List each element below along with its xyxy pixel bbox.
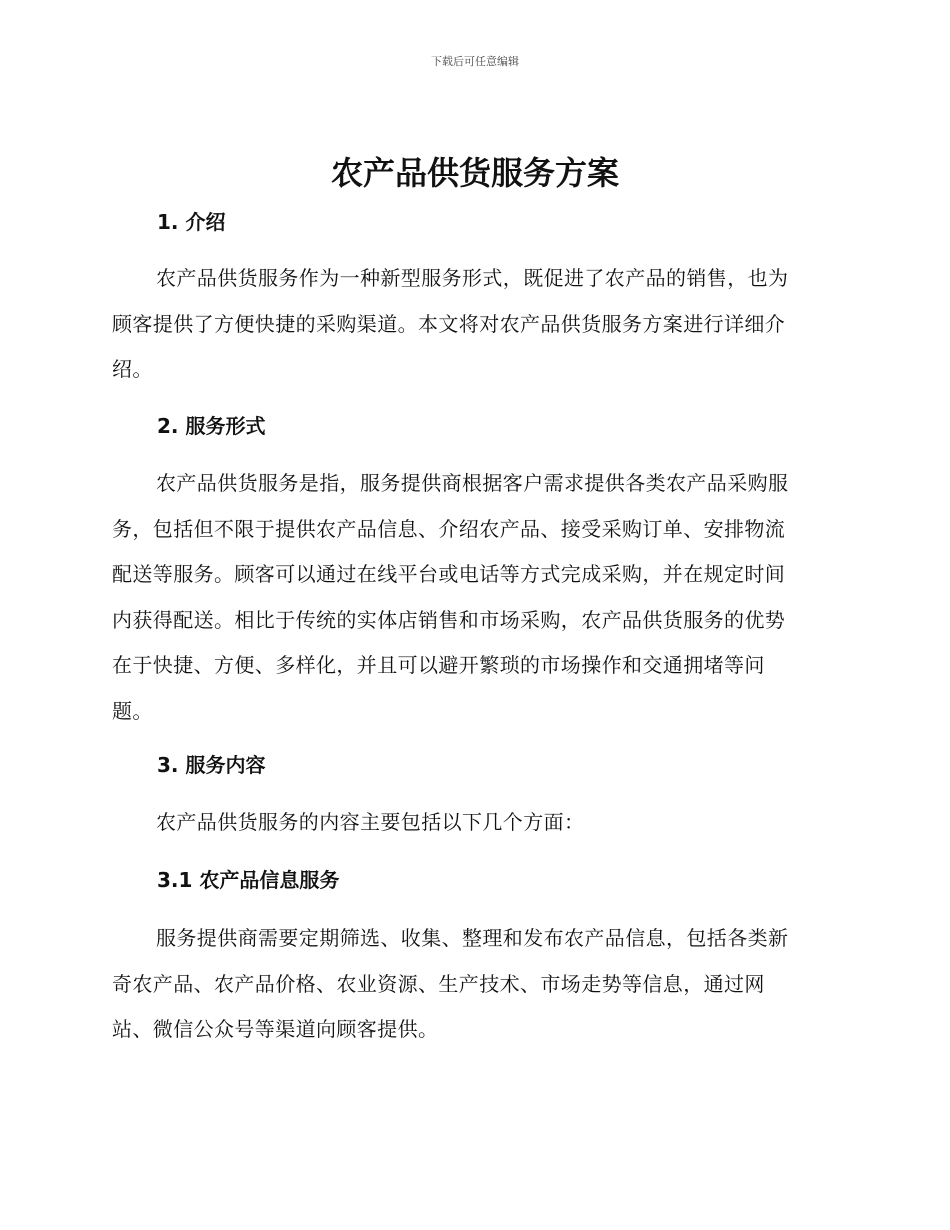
section-paragraph-service-content: [112, 800, 832, 846]
header-note: 下载后可任意编辑: [431, 55, 519, 68]
paragraph-line: 农产品供货服务的内容主要包括以下几个方面：: [156, 810, 585, 834]
section-heading-service-content: 3. 服务内容: [157, 753, 266, 777]
paragraph-line: 配送等服务。顾客可以通过在线平台或电话等方式完成采购，并在规定时间: [112, 562, 786, 586]
section-heading-service-form: 2. 服务形式: [157, 414, 266, 438]
document-title: 农产品供货服务方案: [330, 154, 619, 192]
paragraph-line: 务，包括但不限于提供农产品信息、介绍农产品、接受采购订单、安排物流: [112, 516, 786, 541]
section-heading-product-info: 3.1 农产品信息服务: [157, 868, 340, 892]
paragraph-line: 绍。: [112, 357, 153, 381]
paragraph-line: 在于快捷、方便、多样化，并且可以避开繁琐的市场操作和交通拥堵等问: [112, 653, 765, 677]
section-heading-intro: 1. 介绍: [157, 210, 226, 234]
paragraph-line: 农产品供货服务作为一种新型服务形式，既促进了农产品的销售，也为: [156, 266, 789, 290]
paragraph-line: 农产品供货服务是指，服务提供商根据客户需求提供各类农产品采购服: [156, 471, 789, 495]
section-paragraph-service-form: [112, 461, 832, 734]
paragraph-line: 服务提供商需要定期筛选、收集、整理和发布农产品信息，包括各类新: [156, 926, 789, 950]
paragraph-line: 奇农产品、农产品价格、农业资源、生产技术、市场走势等信息，通过网: [112, 971, 765, 996]
section-paragraph-intro: [112, 256, 832, 393]
paragraph-line: 站、微信公众号等渠道向顾客提供。: [112, 1017, 439, 1041]
paragraph-line: 内获得配送。相比于传统的实体店销售和市场采购，农产品供货服务的优势: [112, 607, 786, 632]
paragraph-line: 顾客提供了方便快捷的采购渠道。本文将对农产品供货服务方案进行详细介: [112, 311, 786, 336]
paragraph-line: 题。: [112, 698, 153, 723]
section-paragraph-product-info: [112, 916, 832, 1053]
